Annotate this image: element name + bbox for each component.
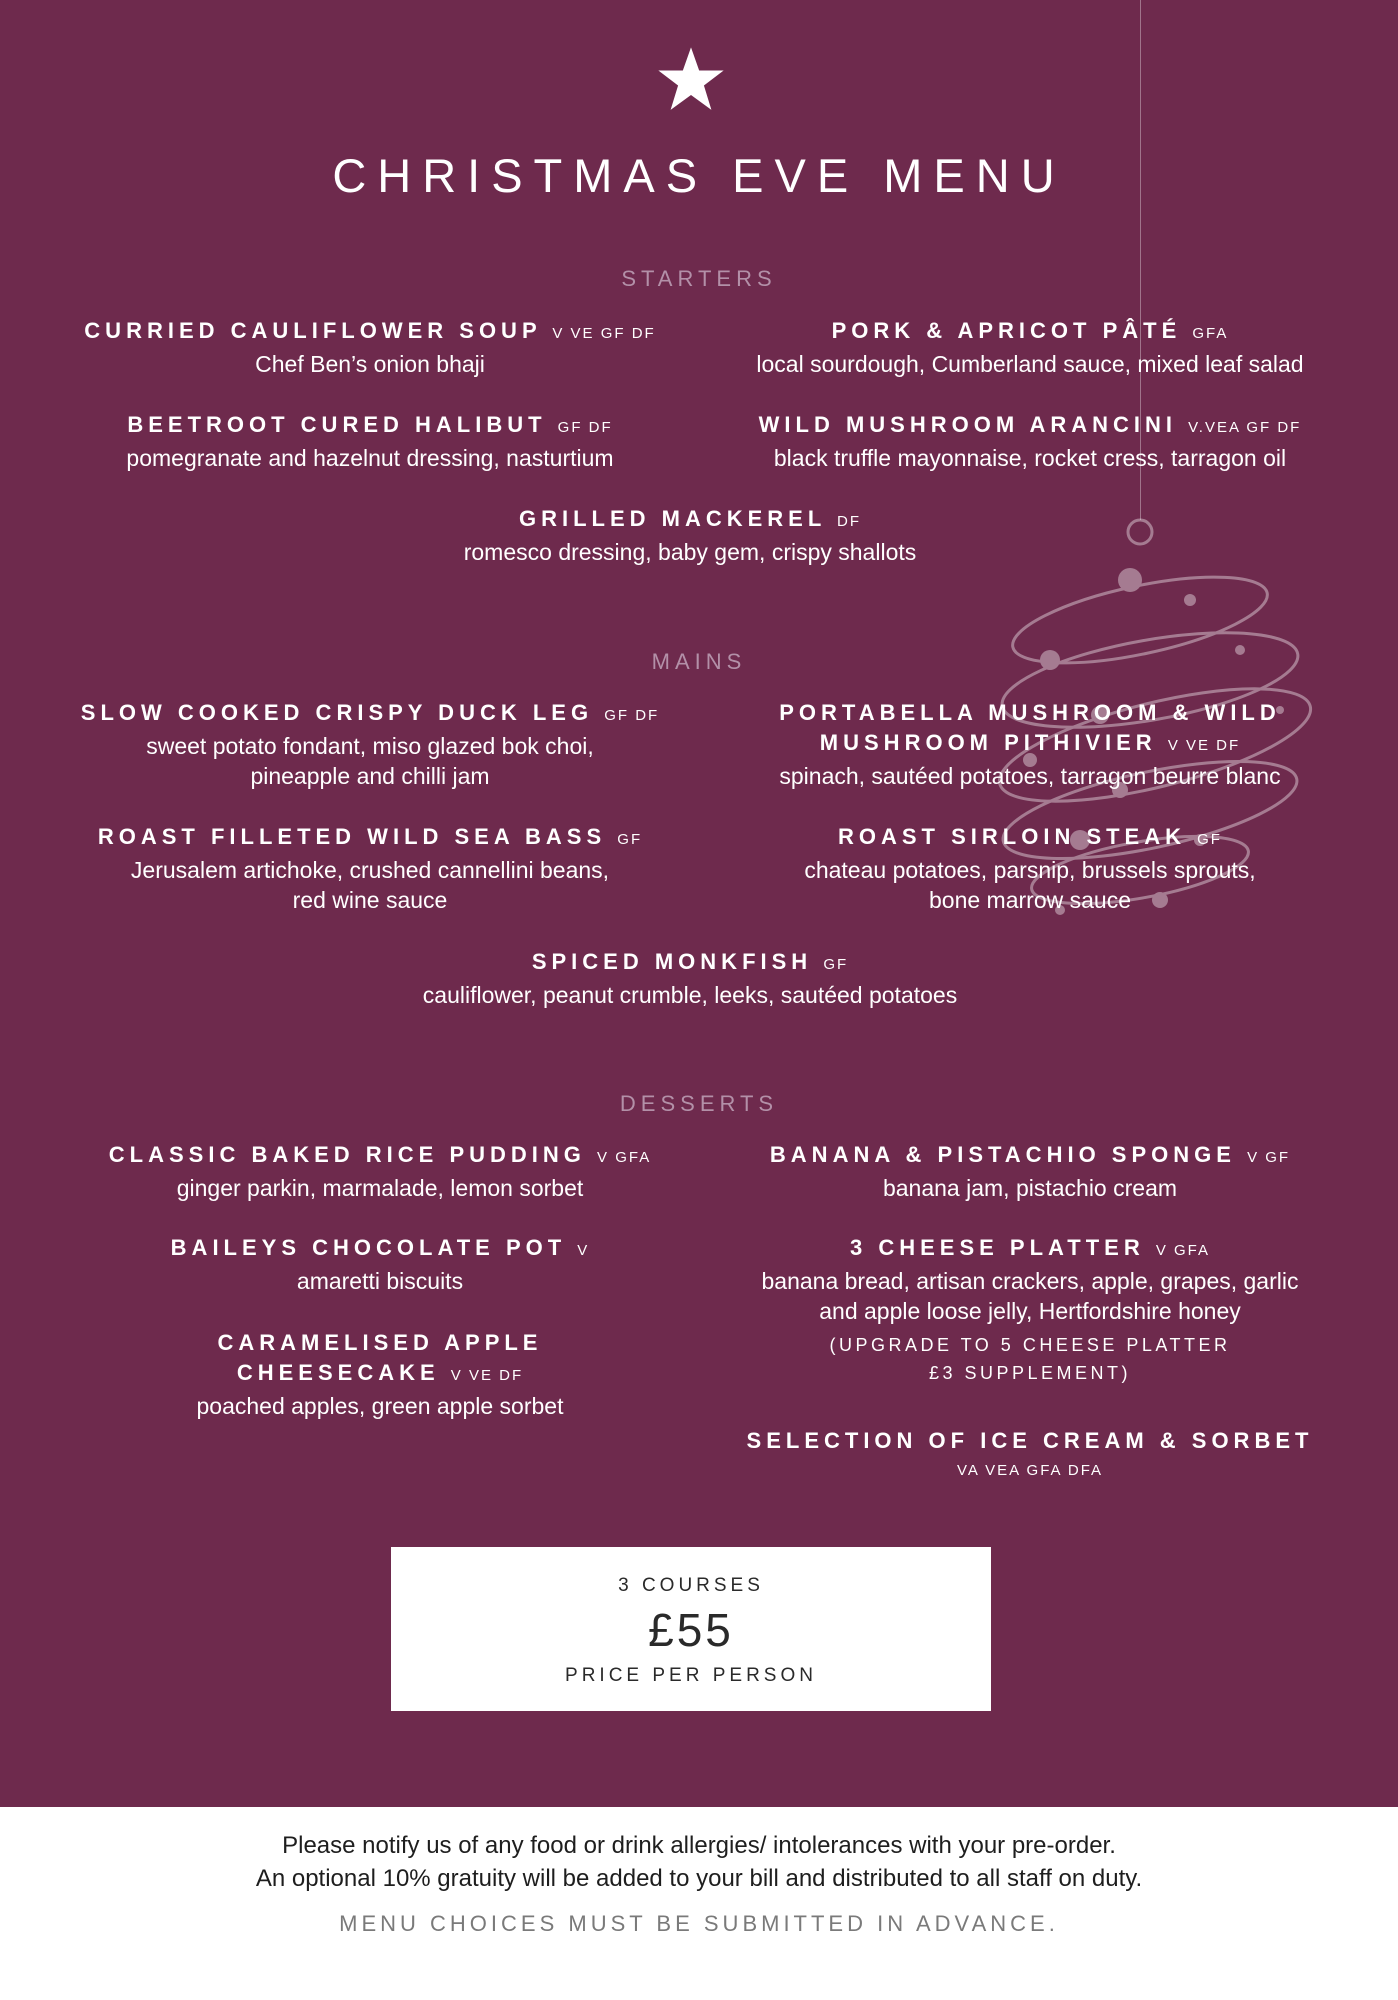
dietary-tags: GF bbox=[617, 831, 643, 848]
footer bbox=[0, 1807, 1398, 2000]
dish-curried-cauliflower-soup bbox=[30, 316, 710, 379]
dish-name: SELECTION OF ICE CREAM & SORBET bbox=[746, 1428, 1314, 1453]
dietary-tags: V VE DF bbox=[1167, 737, 1241, 754]
advance-submission-warning: MENU CHOICES MUST BE SUBMITTED IN ADVANCE. bbox=[339, 1911, 1059, 1936]
price-box bbox=[391, 1547, 991, 1711]
price-per-person-label: PRICE PER PERSON bbox=[565, 1665, 817, 1686]
dish-name: BEETROOT CURED HALIBUT bbox=[127, 412, 547, 437]
dish-description: romesco dressing, baby gem, crispy shallots bbox=[463, 539, 917, 565]
dish-description-line: red wine sauce bbox=[292, 887, 448, 913]
dish-rice-pudding bbox=[30, 1140, 730, 1203]
dish-name-line: MUSHROOM PITHIVIER bbox=[819, 730, 1157, 755]
dish-name: SPICED MONKFISH bbox=[531, 949, 813, 974]
dish-name: SLOW COOKED CRISPY DUCK LEG bbox=[80, 700, 594, 725]
dietary-tags: DF bbox=[837, 513, 862, 530]
dish-description-line: Jerusalem artichoke, crushed cannellini beans, bbox=[130, 857, 610, 883]
dish-pork-apricot-pate bbox=[700, 316, 1360, 379]
dish-spiced-monkfish bbox=[300, 947, 1080, 1010]
dish-sirloin-steak bbox=[700, 822, 1360, 915]
dish-description: poached apples, green apple sorbet bbox=[196, 1393, 564, 1419]
dish-name: PORK & APRICOT PÂTÉ bbox=[831, 318, 1182, 343]
dish-description-line: sweet potato fondant, miso glazed bok choi, bbox=[146, 733, 594, 759]
dietary-tags: V GFA bbox=[597, 1149, 652, 1166]
dish-wild-sea-bass bbox=[30, 822, 710, 915]
dish-description-line: bone marrow sauce bbox=[929, 887, 1131, 913]
dietary-tags: V VE DF bbox=[450, 1367, 524, 1384]
dish-ice-cream-sorbet bbox=[700, 1426, 1360, 1484]
dish-description-line: pineapple and chilli jam bbox=[250, 763, 490, 789]
dish-mushroom-pithivier bbox=[700, 698, 1360, 791]
allergy-notice: Please notify us of any food or drink allergies/ intolerances with your pre-order. bbox=[282, 1832, 1116, 1859]
dish-description-line: banana bread, artisan crackers, apple, grapes, garlic bbox=[761, 1268, 1299, 1294]
mains-heading: MAINS bbox=[651, 649, 747, 674]
dish-banana-pistachio-sponge bbox=[700, 1140, 1360, 1203]
upgrade-note bbox=[700, 1331, 1360, 1387]
starters-heading: STARTERS bbox=[621, 266, 777, 291]
dietary-tags: V VE GF DF bbox=[552, 325, 656, 342]
menu-title: CHRISTMAS EVE MENU bbox=[332, 149, 1066, 202]
desserts-heading: DESSERTS bbox=[619, 1091, 779, 1116]
dish-name: ROAST FILLETED WILD SEA BASS bbox=[97, 824, 607, 849]
dish-description-line: chateau potatoes, parsnip, brussels sprouts, bbox=[804, 857, 1256, 883]
dietary-tags: GF bbox=[823, 956, 849, 973]
dietary-tags: GF DF bbox=[557, 419, 613, 436]
dish-beetroot-cured-halibut bbox=[30, 410, 710, 473]
dietary-tags: GF bbox=[1197, 831, 1222, 848]
dish-name: ROAST SIRLOIN STEAK bbox=[838, 824, 1187, 849]
courses-label: 3 COURSES bbox=[618, 1575, 764, 1596]
price-amount: £55 bbox=[648, 1604, 734, 1656]
dish-name: WILD MUSHROOM ARANCINI bbox=[758, 412, 1178, 437]
dish-wild-mushroom-arancini bbox=[700, 410, 1360, 473]
gratuity-notice: An optional 10% gratuity will be added to your bill and distributed to all staff on duty. bbox=[255, 1865, 1143, 1892]
dish-description: Chef Ben’s onion bhaji bbox=[255, 351, 485, 377]
dish-name-line: CARAMELISED APPLE bbox=[217, 1330, 543, 1355]
dish-description: amaretti biscuits bbox=[296, 1268, 464, 1294]
dish-description: pomegranate and hazelnut dressing, nasturtium bbox=[126, 445, 614, 471]
dish-baileys-chocolate-pot bbox=[30, 1233, 730, 1296]
dish-description: local sourdough, Cumberland sauce, mixed leaf salad bbox=[756, 351, 1304, 377]
dish-name-line: CHEESECAKE bbox=[236, 1360, 440, 1385]
dietary-tags: GF DF bbox=[604, 707, 660, 724]
dietary-tags: V GFA bbox=[1155, 1242, 1211, 1259]
upgrade-note-line: (UPGRADE TO 5 CHEESE PLATTER bbox=[829, 1335, 1231, 1355]
dish-name: GRILLED MACKEREL bbox=[518, 506, 826, 531]
dish-crispy-duck-leg bbox=[30, 698, 710, 791]
dish-caramelised-apple-cheesecake bbox=[30, 1328, 730, 1421]
dish-cheese-platter bbox=[700, 1233, 1360, 1387]
dietary-tags: VA VEA GFA DFA bbox=[956, 1462, 1104, 1479]
star-icon bbox=[656, 46, 726, 114]
upgrade-note-line: £3 SUPPLEMENT) bbox=[928, 1363, 1132, 1383]
dish-description: black truffle mayonnaise, rocket cress, tarragon oil bbox=[773, 445, 1287, 471]
dish-name: CURRIED CAULIFLOWER SOUP bbox=[84, 318, 542, 343]
dish-description: ginger parkin, marmalade, lemon sorbet bbox=[176, 1175, 584, 1201]
dietary-tags: V GF bbox=[1247, 1149, 1291, 1166]
dietary-tags: GFA bbox=[1192, 325, 1229, 342]
dish-description: spinach, sautéed potatoes, tarragon beurre blanc bbox=[779, 763, 1281, 789]
dish-description: cauliflower, peanut crumble, leeks, sautéed potatoes bbox=[422, 982, 958, 1008]
dietary-tags: V bbox=[577, 1242, 590, 1259]
dish-name: CLASSIC BAKED RICE PUDDING bbox=[108, 1142, 586, 1167]
dish-name: BANANA & PISTACHIO SPONGE bbox=[769, 1142, 1236, 1167]
dish-grilled-mackerel bbox=[300, 504, 1080, 567]
dish-name-line: PORTABELLA MUSHROOM & WILD bbox=[779, 700, 1281, 725]
dietary-tags: V.VEA GF DF bbox=[1188, 419, 1302, 436]
dish-name: BAILEYS CHOCOLATE POT bbox=[170, 1235, 567, 1260]
dish-name: 3 CHEESE PLATTER bbox=[849, 1235, 1145, 1260]
dish-description: banana jam, pistachio cream bbox=[882, 1175, 1178, 1201]
dish-description-line: and apple loose jelly, Hertfordshire honey bbox=[819, 1298, 1241, 1324]
